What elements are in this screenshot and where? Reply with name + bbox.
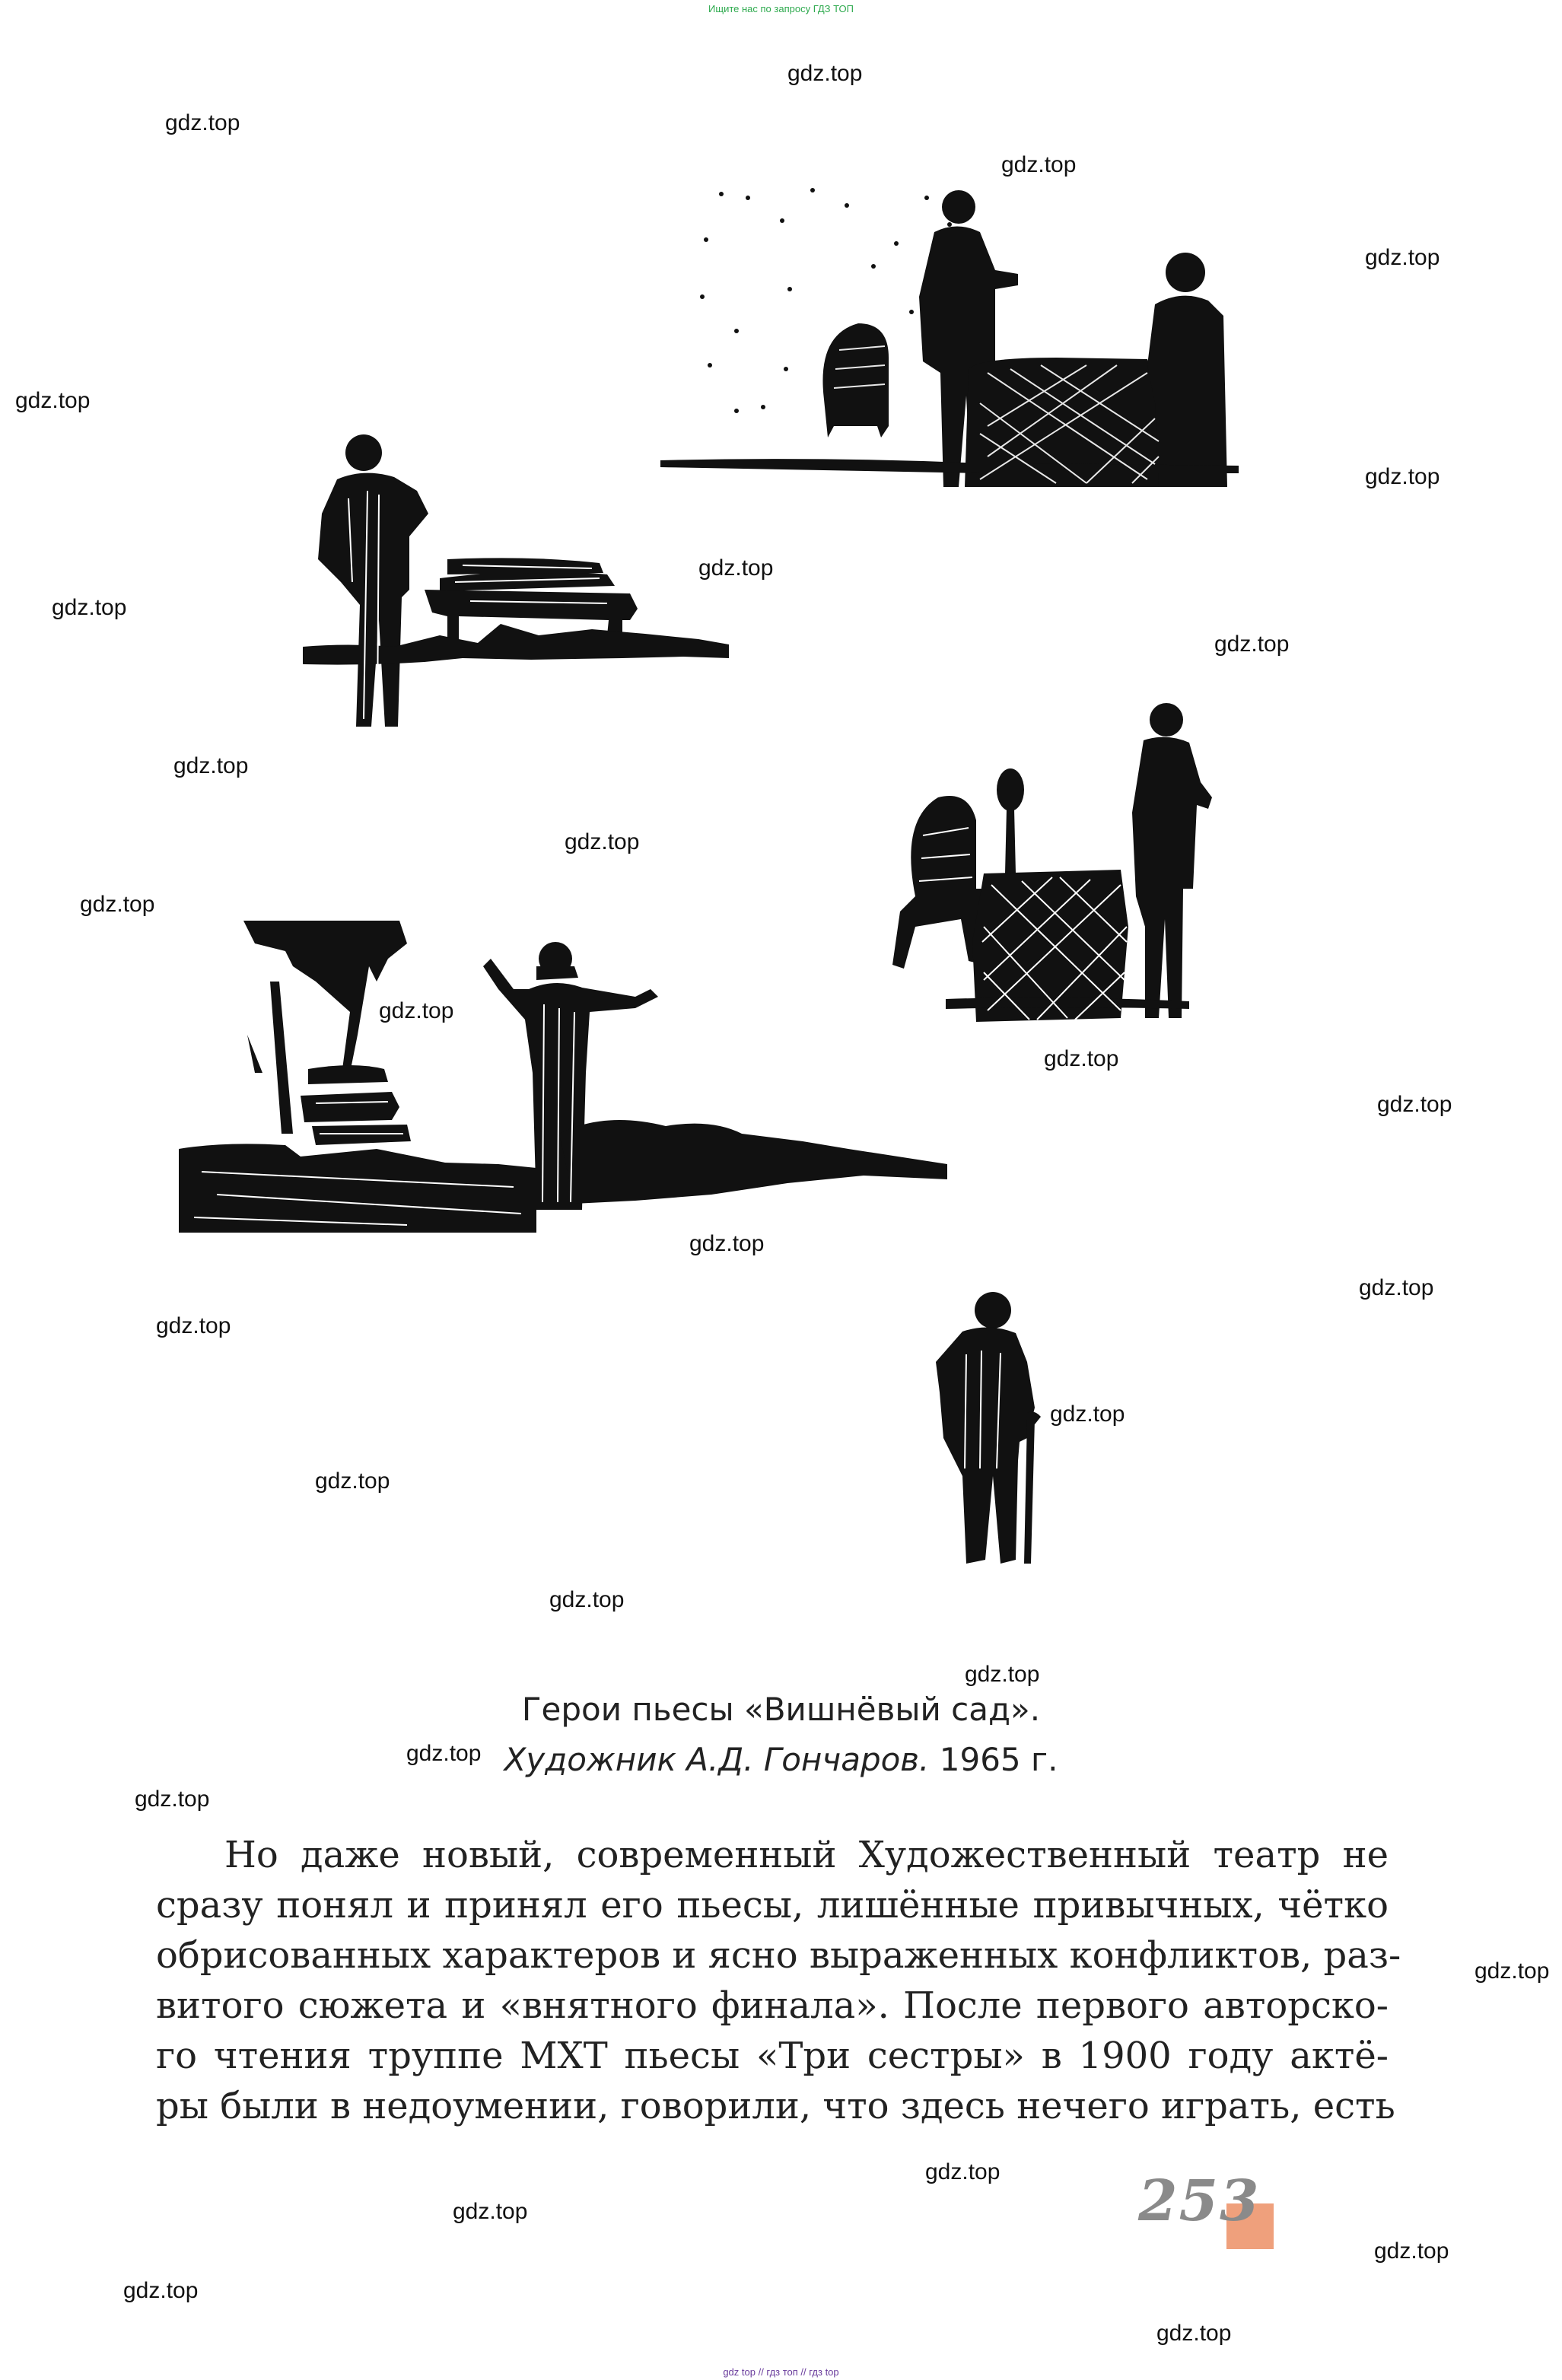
watermark: gdz.top (165, 110, 240, 135)
watermark: gdz.top (315, 1468, 390, 1494)
watermark: gdz.top (1359, 1275, 1434, 1300)
watermark: gdz.top (1156, 2321, 1232, 2346)
body-line: сразу понял и принял его пьесы, лишённые привычных, чётко (156, 1884, 1389, 1927)
watermark: gdz.top (1475, 1958, 1550, 1984)
watermark: gdz.top (406, 1741, 482, 1766)
watermark: gdz.top (453, 2199, 528, 2224)
watermark: gdz.top (80, 892, 155, 917)
watermark: gdz.top (1050, 1402, 1125, 1427)
body-line: го чтения труппе МХТ пьесы «Три сестры» в 1900 году актё- (156, 2035, 1389, 2077)
watermark: gdz.top (1377, 1092, 1452, 1117)
watermark: gdz.top (15, 388, 91, 413)
illustration-table-scene (660, 175, 1239, 502)
watermark: gdz.top (1044, 1046, 1119, 1071)
watermark: gdz.top (1214, 632, 1290, 657)
watermark: gdz.top (549, 1587, 625, 1612)
body-line: обрисованных характеров и ясно выраженных конфликтов, раз- (156, 1934, 1401, 1977)
watermark: gdz.top (379, 998, 454, 1023)
body-line: ры были в недоумении, говорили, что здесь нечего играть, есть (156, 2085, 1395, 2127)
page-number: 253 (1138, 2168, 1261, 2234)
illustration-caption-credit (0, 1741, 1562, 1778)
watermark: gdz.top (156, 1313, 231, 1338)
watermark: gdz.top (1374, 2238, 1449, 2264)
watermark: gdz.top (123, 2278, 199, 2303)
watermark: gdz.top (1365, 464, 1440, 489)
watermark: gdz.top (965, 1662, 1040, 1687)
watermark: gdz.top (787, 61, 863, 86)
illustration-caption-title: Герои пьесы «Вишнёвый сад». (521, 1691, 1041, 1728)
illustration-tree-scene (179, 921, 955, 1240)
illustration-cane-scene (921, 1286, 1058, 1575)
watermark: gdz.top (135, 1787, 210, 1812)
body-paragraph (156, 1830, 1401, 2131)
watermark: gdz.top (565, 829, 640, 854)
watermark: gdz.top (925, 2159, 1001, 2184)
body-line: Но даже новый, современный Художественный театр не (224, 1834, 1389, 1876)
watermark: gdz.top (689, 1231, 765, 1256)
watermark: gdz.top (698, 555, 774, 581)
caption-artist: Художник А.Д. Гончаров. (504, 1741, 930, 1778)
illustration-bench-scene (303, 430, 729, 742)
footer-note: gdz top // гдз топ // гдз top (723, 2366, 839, 2378)
caption-year: 1965 г. (939, 1741, 1058, 1778)
body-line: витого сюжета и «внятного финала». После первого авторско- (156, 1984, 1389, 2027)
header-note: Ищите нас по запросу ГДЗ ТОП (708, 3, 854, 14)
watermark: gdz.top (1001, 152, 1077, 177)
watermark: gdz.top (52, 595, 127, 620)
watermark: gdz.top (1365, 245, 1440, 270)
watermark: gdz.top (173, 753, 249, 778)
